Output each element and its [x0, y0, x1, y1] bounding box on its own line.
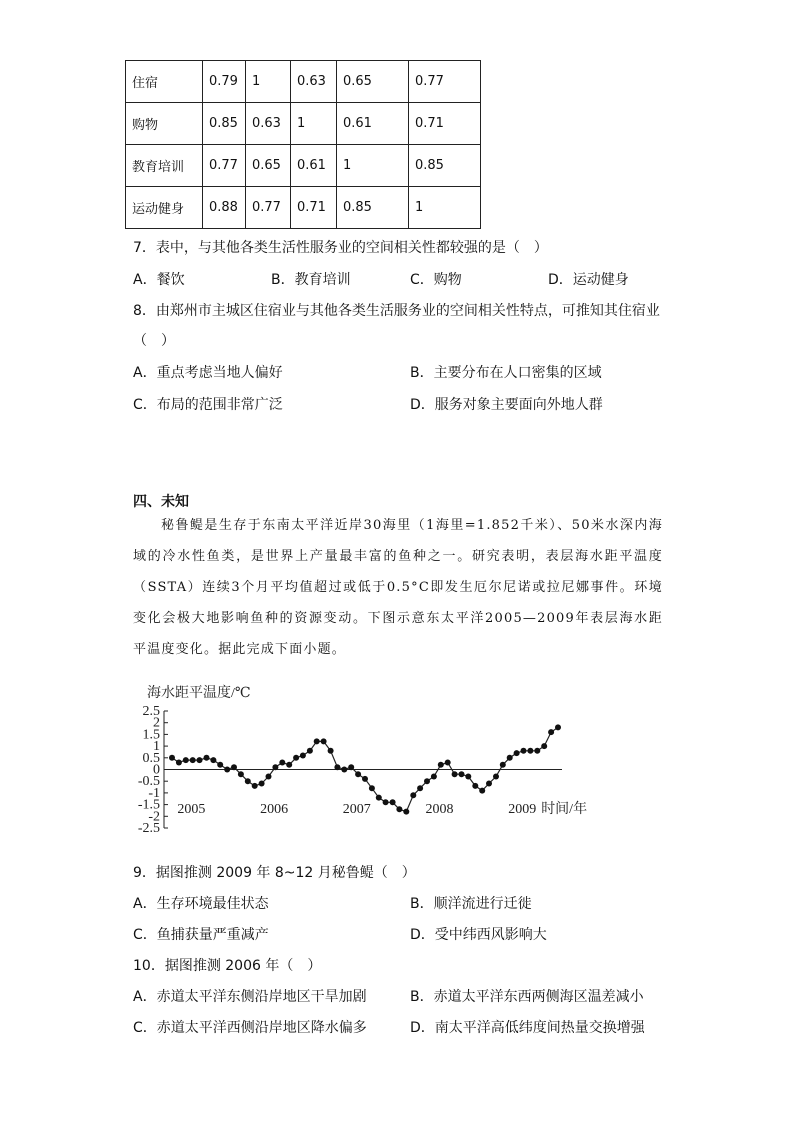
table-cell: 1	[409, 187, 481, 229]
table-cell: 0.65	[246, 145, 291, 187]
table-cell: 0.61	[337, 103, 409, 145]
data-point	[500, 762, 506, 768]
data-point	[507, 755, 513, 761]
data-point	[390, 799, 396, 805]
data-point	[321, 738, 327, 744]
table-cell: 0.85	[203, 103, 246, 145]
y-axis	[138, 704, 168, 836]
data-point	[527, 748, 533, 754]
q9-option-c[interactable]: C．鱼捕获量严重减产	[133, 927, 269, 943]
data-point	[238, 771, 244, 777]
data-point	[328, 748, 334, 754]
data-point	[369, 785, 375, 791]
table-cell: 0.77	[203, 145, 246, 187]
data-point	[183, 757, 189, 763]
data-point	[493, 774, 499, 780]
q9-option-d[interactable]: D．受中纬西风影响大	[410, 927, 547, 943]
question-8-stem: 8．由郑州市主城区住宿业与其他各类生活服务业的空间相关性特点，可推知其住宿业	[133, 303, 660, 319]
data-point	[521, 748, 527, 754]
table-cell: 购物	[126, 103, 203, 145]
q9-option-b[interactable]: B．顺洋流进行迁徙	[410, 896, 532, 912]
table-cell: 0.71	[291, 187, 337, 229]
data-point	[459, 771, 465, 777]
y-tick-label: -1.5	[137, 797, 160, 813]
table-row	[126, 187, 481, 229]
q7-option-a[interactable]: A．餐饮	[133, 272, 185, 288]
data-point	[286, 762, 292, 768]
q8-option-d[interactable]: D．服务对象主要面向外地人群	[410, 397, 603, 413]
q7-option-c[interactable]: C．购物	[410, 272, 462, 288]
data-point	[231, 764, 237, 770]
table-cell: 0.88	[203, 187, 246, 229]
data-point	[534, 748, 540, 754]
data-point	[445, 760, 451, 766]
data-point	[465, 774, 471, 780]
data-point	[383, 799, 389, 805]
table-cell: 0.61	[291, 145, 337, 187]
y-tick-label: 0.5	[142, 750, 160, 766]
table-cell: 1	[337, 145, 409, 187]
x-tick-label: 2007	[342, 802, 371, 817]
table-cell: 0.63	[291, 61, 337, 103]
data-point	[259, 781, 265, 787]
x-tick-label: 2005	[177, 802, 206, 817]
y-tick-label: -2	[148, 809, 160, 825]
q10-option-c[interactable]: C．赤道太平洋西侧沿岸地区降水偏多	[133, 1020, 367, 1036]
data-point	[348, 764, 354, 770]
data-point	[396, 806, 402, 812]
data-point	[217, 762, 223, 768]
question-10-stem: 10．据图推测 2006 年（ ）	[133, 958, 322, 974]
chart-xlabel: 时间/年	[541, 802, 588, 817]
data-point	[472, 783, 478, 789]
data-point	[210, 757, 216, 763]
q10-option-d[interactable]: D．南太平洋高低纬度间热量交换增强	[410, 1020, 645, 1036]
ssta-line-chart	[120, 680, 600, 840]
question-7-stem: 7．表中，与其他各类生活性服务业的空间相关性都较强的是（ ）	[133, 240, 548, 256]
x-tick-label: 2006	[260, 802, 289, 817]
data-point	[279, 760, 285, 766]
y-tick-label: -2.5	[137, 821, 160, 836]
chart-ylabel: 海水距平温度/℃	[147, 686, 251, 701]
y-tick-label: 0	[153, 762, 160, 778]
q8-option-b[interactable]: B．主要分布在人口密集的区域	[410, 365, 602, 381]
data-point	[300, 753, 306, 759]
data-point	[417, 785, 423, 791]
data-point	[224, 767, 230, 773]
data-point	[314, 738, 320, 744]
data-point	[266, 774, 272, 780]
table-cell: 0.85	[337, 187, 409, 229]
q10-option-a[interactable]: A．赤道太平洋东侧沿岸地区干旱加剧	[133, 989, 367, 1005]
data-point	[169, 755, 175, 761]
table-row	[126, 61, 481, 103]
data-point	[410, 792, 416, 798]
data-point	[245, 778, 251, 784]
data-point	[190, 757, 196, 763]
y-tick-label: 1.5	[142, 727, 160, 743]
data-point	[334, 764, 340, 770]
table-cell: 0.79	[203, 61, 246, 103]
table-row	[126, 103, 481, 145]
q7-option-d[interactable]: D．运动健身	[548, 272, 629, 288]
y-tick-label: -0.5	[137, 774, 160, 790]
data-point	[197, 757, 203, 763]
table-cell: 教育培训	[126, 145, 203, 187]
data-point	[548, 729, 554, 735]
data-point	[555, 724, 561, 730]
data-point	[204, 755, 210, 761]
data-point	[355, 771, 361, 777]
correlation-table	[125, 60, 481, 229]
data-point	[431, 774, 437, 780]
table-cell: 1	[246, 61, 291, 103]
x-tick-label: 2008	[425, 802, 454, 817]
data-point	[176, 760, 182, 766]
table-row	[126, 145, 481, 187]
question-9-stem: 9．据图推测 2009 年 8~12 月秘鲁鳀（ ）	[133, 865, 416, 881]
table-cell: 0.85	[409, 145, 481, 187]
y-tick-label: -1	[148, 785, 160, 801]
question-8-stem-cont: （ ）	[133, 333, 175, 349]
table-cell: 0.71	[409, 103, 481, 145]
q8-option-a[interactable]: A．重点考虑当地人偏好	[133, 365, 283, 381]
table-cell: 0.65	[337, 61, 409, 103]
table-cell: 住宿	[126, 61, 203, 103]
data-point	[341, 767, 347, 773]
y-tick-label: 2.5	[142, 704, 160, 719]
data-point	[307, 748, 313, 754]
table-cell: 0.77	[409, 61, 481, 103]
table-cell: 1	[291, 103, 337, 145]
reading-passage	[133, 510, 663, 665]
table-cell: 运动健身	[126, 187, 203, 229]
data-point	[438, 762, 444, 768]
data-point	[486, 781, 492, 787]
data-point	[514, 750, 520, 756]
x-tick-label: 2009	[508, 802, 537, 817]
data-point	[293, 755, 299, 761]
table-cell: 0.63	[246, 103, 291, 145]
section-title: 四、未知	[133, 494, 189, 510]
data-point	[479, 788, 485, 794]
table-cell: 0.77	[246, 187, 291, 229]
y-tick-label: 1	[153, 739, 160, 755]
data-point	[362, 776, 368, 782]
y-tick-label: 2	[153, 715, 160, 731]
data-point	[541, 743, 547, 749]
data-point	[452, 771, 458, 777]
q9-option-a[interactable]: A．生存环境最佳状态	[133, 896, 269, 912]
data-point	[424, 778, 430, 784]
data-point	[272, 764, 278, 770]
data-point	[252, 783, 258, 789]
q7-option-b[interactable]: B．教育培训	[271, 272, 351, 288]
q10-option-b[interactable]: B．赤道太平洋东西两侧海区温差减小	[410, 989, 644, 1005]
q8-option-c[interactable]: C．布局的范围非常广泛	[133, 397, 283, 413]
data-point	[376, 795, 382, 801]
x-axis	[164, 770, 562, 818]
data-point	[403, 809, 409, 815]
passage-text: 秘鲁鳀是生存于东南太平洋近岸30海里（1海里=1.852千米）、50米水深内海域的冷水性鱼类，是世界上产量最丰富的鱼种之一。研究表明，表层海水距平温度（SSTA）连续3个月平均值超过或低于0.5°C即发生厄尔尼诺或拉尼娜事件。环境变化会极大地影响鱼种的资源变动。下图示意东太平洋2005—2009年表层海水距平温度变化。据此完成下面小题。	[133, 518, 663, 657]
